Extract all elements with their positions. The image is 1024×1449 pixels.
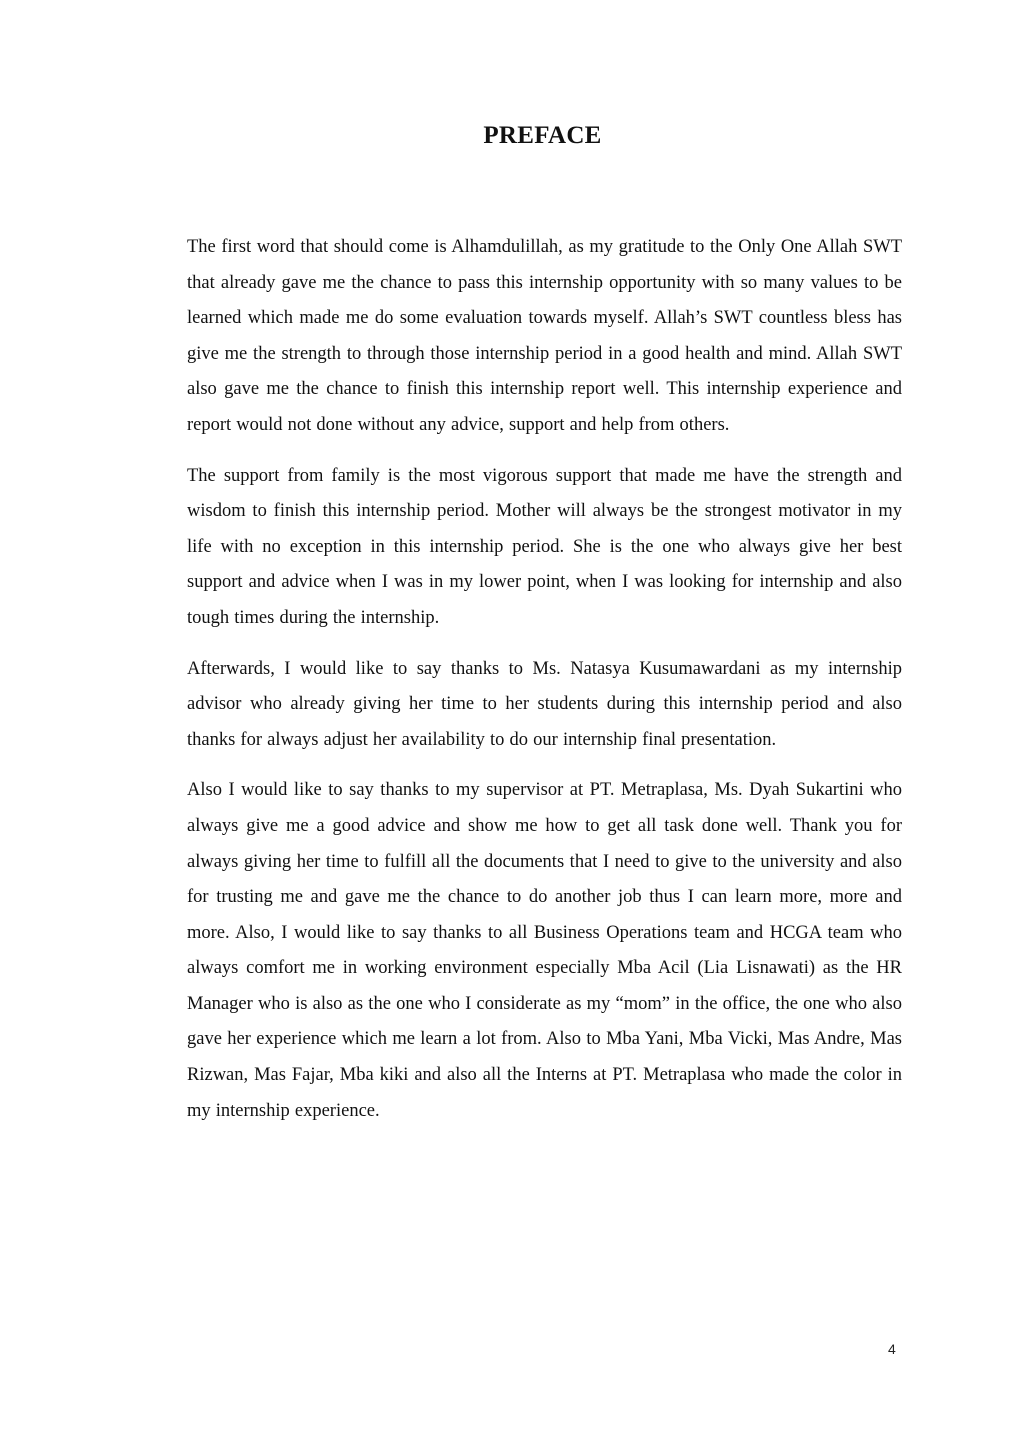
paragraph-advisor: Afterwards, I would like to say thanks to Ms. Natasya Kusumawardani as my internship advisor who already giving her time to her students during this internship period and also thanks for always adjust her availability to do our internship final presentation. [187,658,902,750]
page-number: 4 [888,1341,896,1357]
paragraph-family: The support from family is the most vigorous support that made me have the strength and wisdom to finish this internship period. Mother will always be the strongest motivator in my life with no exception in this internship period. She is the one who always give her best support and advice when I was in my lower point, when I was looking for internship and also tough times during the internship. [187,465,902,628]
page-title: PREFACE [483,122,602,149]
paragraph-supervisor: Also I would like to say thanks to my supervisor at PT. Metraplasa, Ms. Dyah Sukartini who always give me a good advice and show me how to get all task done well. Thank you for always giving her time to fulfill all the documents that I need to give to the university and also for trusting me and gave me the chance to do another job thus I can learn more, more and more. Also, I would like to say thanks to all Business Operations team and HCGA team who always comfort me in working environment especially Mba Acil (Lia Lisnawati) as the HR Manager who is also as the one who I considerate as my “mom” in the office, the one who also gave her experience which me learn a lot from. Also to Mba Yani, Mba Vicki, Mas Andre, Mas Rizwan, Mas Fajar, Mba kiki and also all the Interns at PT. Metraplasa who made the color in my internship experience. [187,780,902,1121]
paragraph-gratitude: The first word that should come is Alhamdulillah, as my gratitude to the Only One Allah SWT that already gave me the chance to pass this internship opportunity with so many values to be learned which made me do some evaluation towards myself. Allah’s SWT countless bless has give me the strength to through those internship period in a good health and mind. Allah SWT also gave me the chance to finish this internship report well. This internship experience and report would not done without any advice, support and help from others. [187,237,902,435]
body-text [187,230,902,1144]
